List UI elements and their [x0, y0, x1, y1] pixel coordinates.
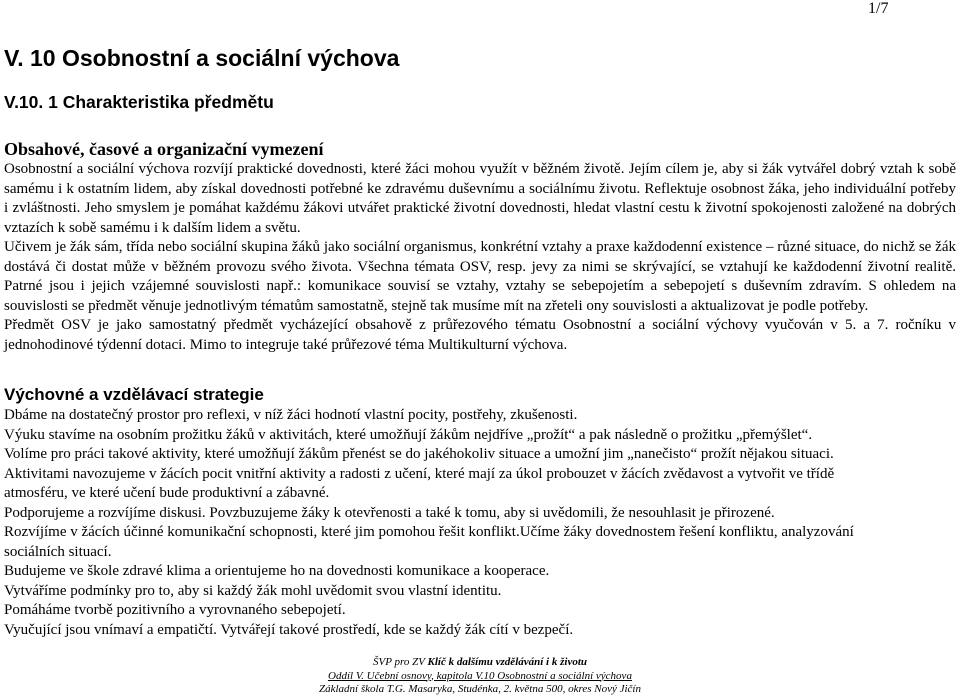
- strategy-line: Budujeme ve škole zdravé klima a orientujeme ho na dovednosti komunikace a kooperace.: [4, 563, 550, 579]
- footer-line-school-address: Základní škola T.G. Masaryka, Studénka, 2. května 500, okres Nový Jičín: [319, 683, 641, 695]
- strategy-line: Podporujeme a rozvíjíme diskusi. Povzbuzujeme žáky k otevřenosti a také k tomu, aby si uvědomili, že nesouhlasit je přirozené.: [4, 504, 775, 521]
- section-strategies: [4, 384, 956, 640]
- strategy-line: Výuku stavíme na osobním prožitku žáků v aktivitách, které umožňují žákům nejdříve „prožít“ a pak následně o prožitku „přemýšlet“.: [4, 426, 813, 443]
- strategy-line: atmosféru, ve které učení bude produktivní a zábavné.: [4, 485, 330, 501]
- paragraph: Učivem je žák sám, třída nebo sociální skupina žáků jako sociální organismus, konkrétní vztahy a praxe každodenní existence – různé situace, do nichž se žák dostává či dostat může v běžném provozu svého života. Všechna témata OSV, resp. jevy za nimi se skrývající, se vztahují ke každodenní životní realitě. Patrné jsou i jejich vzájemné souvislosti např.: komunikace souvisí se vztahy, vztahy se sebepojetím a sebepojetí s duševním zdravím. S ohledem na souvislosti se předmět věnuje jednotlivým tématům samostatně, stejně tak musíme mít na zřeteli ony souvislosti a aktualizovat je podle potřeby.: [4, 239, 956, 314]
- page-footer: [0, 656, 960, 697]
- strategy-line: Rozvíjíme v žácích účinné komunikační schopnosti, které jim pomohou řešit konflikt.Učíme žáky dovednostem řešení konfliktu, analyzování: [4, 524, 854, 540]
- strategy-line: Vytváříme podmínky pro to, aby si každý žák mohl uvědomit svou vlastní identitu.: [4, 582, 502, 599]
- page-number: 1/7: [868, 0, 889, 17]
- strategy-line: Vyučující jsou vnímaví a empatičtí. Vytvářejí takové prostředí, kde se každý žák cítí v bezpečí.: [4, 621, 574, 638]
- section-heading-strategies: Výchovné a vzdělávací strategie: [4, 385, 264, 404]
- strategy-line: Dbáme na dostatečný prostor pro reflexi, v níž žáci hodnotí vlastní pocity, postřehy, zkušenosti.: [4, 407, 578, 423]
- document-title: V. 10 Osobnostní a sociální výchova: [4, 45, 400, 71]
- footer-program-name: Klíč k dalšímu vzdělávání i k životu: [427, 656, 588, 668]
- section-content-scope: [4, 138, 956, 355]
- paragraph: Osobnostní a sociální výchova rozvíjí praktické dovednosti, které žáci mohou využít v běžném životě. Jejím cílem je, aby si žák vytvářel dobrý vztah k sobě samému i k ostatním lidem, aby získal dovednosti potřebné ke zdravému duševnímu a sociálnímu životu. Reflektuje osobnost žáka, jeho individuální potřeby i zvláštnosti. Jeho smyslem je pomáhat každému žákovi utvářet praktické životní dovednosti, hledat vlastní cestu k životní spokojenosti založené na dobrých vztazích k sobě samému i k dalším lidem a světu.: [4, 161, 956, 236]
- footer-program-prefix: ŠVP pro ZV: [372, 656, 428, 668]
- strategy-line: Aktivitami navozujeme v žácích pocit vnitřní aktivity a radosti z učení, které mají za úkol probouzet v žácích zvědavost a vytvořit ve třídě: [4, 465, 835, 482]
- footer-line-school-program: [0, 656, 960, 670]
- strategy-line: Volíme pro práci takové aktivity, které umožňují žákům přenést se do jakéhokoliv situace a umožní jim „nanečisto“ prožít nějakou situaci.: [4, 446, 834, 462]
- footer-line-chapter: Oddíl V. Učební osnovy, kapitola V.10 Osobnostní a sociální výchova: [328, 669, 632, 682]
- strategy-line: Pomáháme tvorbě pozitivního a vyrovnaného sebepojetí.: [4, 602, 346, 618]
- subsection-title: V.10. 1 Charakteristika předmětu: [4, 92, 274, 112]
- paragraph: Předmět OSV je jako samostatný předmět vycházející obsahově z průřezového tématu Osobnostní a sociální výchovy vyučován v 5. a 7. ročníku v jednohodinové týdenní dotaci. Mimo to integruje také průřezové téma Multikulturní výchova.: [4, 317, 956, 353]
- section-heading-scope: Obsahové, časové a organizační vymezení: [4, 139, 324, 159]
- strategy-line: sociálních situací.: [4, 543, 112, 560]
